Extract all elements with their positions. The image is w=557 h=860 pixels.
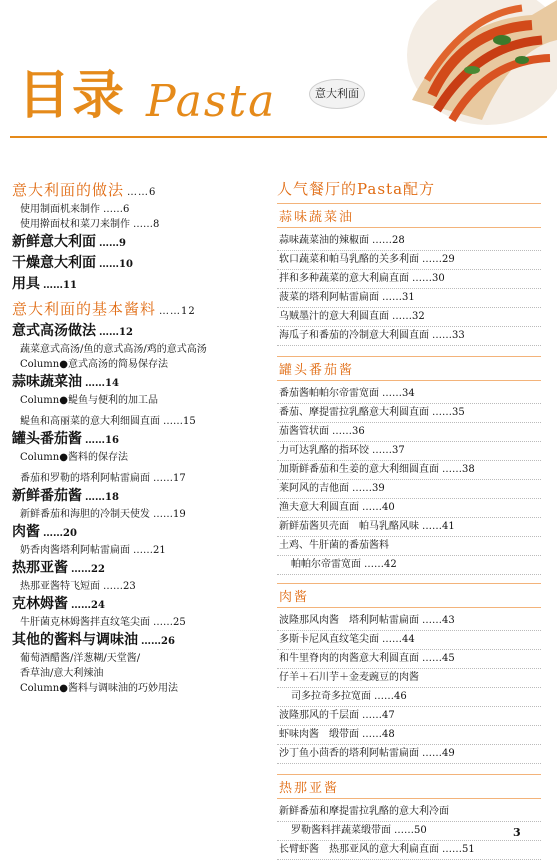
recipe-entry[interactable] xyxy=(277,669,541,688)
toc-entry-title: 新鲜番茄和海胆的冷制天使发 xyxy=(20,509,150,520)
recipe-title: 番茄、摩提雷拉乳酪意大利圆直面 xyxy=(279,407,429,418)
toc-entry[interactable] xyxy=(12,522,272,543)
recipe-page: ……49 xyxy=(422,748,455,759)
recipe-title: 拌和多种蔬菜的意大利扁直面 xyxy=(279,273,409,284)
recipe-section xyxy=(277,203,547,346)
toc-entry[interactable] xyxy=(12,486,272,507)
recipe-page: ……33 xyxy=(432,330,465,341)
toc-entry-title: 香草油/意大利辣油 xyxy=(20,668,104,679)
toc-entry-page: ……20 xyxy=(43,528,77,539)
toc-entry[interactable] xyxy=(12,507,272,522)
toc-entry-title: 肉酱 xyxy=(12,524,40,540)
toc-entry-title: 鳀鱼和高丽菜的意大利细圆直面 xyxy=(20,416,160,427)
toc-entry-page: ……6 xyxy=(127,187,157,198)
toc-entry[interactable] xyxy=(12,372,272,393)
section-heading: 罐头番茄酱 xyxy=(277,356,541,381)
recipe-page: ……45 xyxy=(422,653,455,664)
recipe-page: ……46 xyxy=(374,691,407,702)
toc-entry[interactable] xyxy=(12,357,272,372)
toc-entry-title: 干燥意大利面 xyxy=(12,255,96,271)
recipe-entry[interactable] xyxy=(277,480,541,499)
toc-entry[interactable] xyxy=(12,594,272,615)
section-heading: 肉酱 xyxy=(277,583,541,608)
toc-entry-title: 蔬菜意式高汤/鱼的意式高汤/鸡的意式高汤 xyxy=(20,344,207,355)
recipe-entry[interactable] xyxy=(277,841,541,860)
toc-entry-title: 意式高汤做法 xyxy=(12,323,96,339)
recipe-title: 土鸡、牛肝菌的番茄酱料 xyxy=(279,540,389,551)
toc-entry-title: 牛肝菌克林姆酱拌直纹笔尖面 xyxy=(20,617,150,628)
recipe-entry[interactable] xyxy=(277,461,541,480)
toc-entry-title: Column●酱料的保存法 xyxy=(20,452,128,463)
recipe-title: 多斯卡尼风直纹笔尖面 xyxy=(279,634,379,645)
toc-entry-page: ……11 xyxy=(43,280,77,291)
toc-entry-page: ……19 xyxy=(153,509,186,520)
toc-entry-page: ……6 xyxy=(103,204,130,215)
toc-entry-page: ……10 xyxy=(99,259,133,270)
page-number: 3 xyxy=(513,826,521,839)
section-heading: 蒜味蔬菜油 xyxy=(277,203,541,228)
recipe-entry[interactable] xyxy=(277,327,541,346)
recipe-entry[interactable] xyxy=(277,688,541,707)
recipe-title: 乌贼墨汁的意大利圆直面 xyxy=(279,311,389,322)
recipe-title: 波隆那风肉酱 塔利阿帖雷扁面 xyxy=(279,615,419,626)
toc-entry[interactable] xyxy=(12,450,272,465)
recipe-page: ……39 xyxy=(352,483,385,494)
toc-entry[interactable] xyxy=(12,429,272,450)
toc-entry-page: ……17 xyxy=(153,473,186,484)
recipe-title: 司多拉奇多拉宽面 xyxy=(291,691,371,702)
toc-entry-title: 用具 xyxy=(12,276,40,292)
recipe-entry[interactable] xyxy=(277,251,541,270)
recipe-entry[interactable] xyxy=(277,745,541,764)
recipe-title: 帕帕尔帝雷宽面 xyxy=(291,559,361,570)
toc-entry-page: ……25 xyxy=(153,617,186,628)
recipe-title: 莱阿风的吉他面 xyxy=(279,483,349,494)
recipe-entry[interactable] xyxy=(277,822,541,841)
recipe-page: ……51 xyxy=(442,844,475,855)
recipe-title: 番茄酱帕帕尔帝雷宽面 xyxy=(279,388,379,399)
toc-entry-page: ……22 xyxy=(71,564,105,575)
toc-entry-title: 意大利面的基本酱料 xyxy=(12,300,157,318)
page-title-en: Pasta xyxy=(146,76,277,127)
header xyxy=(0,0,557,150)
recipe-entry[interactable] xyxy=(277,404,541,423)
toc-left-column xyxy=(12,178,272,696)
toc-entry-title: Column●酱料与调味油的巧妙用法 xyxy=(20,683,178,694)
recipe-entry[interactable] xyxy=(277,537,541,556)
recipe-title: 新鲜番茄和摩提雷拉乳酪的意大利冷面 xyxy=(279,806,449,817)
toc-entry-page: ……24 xyxy=(71,600,105,611)
recipe-section xyxy=(277,774,547,860)
recipe-entry[interactable] xyxy=(277,385,541,404)
toc-entry-title: 热那亚酱特飞短面 xyxy=(20,581,100,592)
recipe-title: 加斯鲜番茄和生姜的意大利细圆直面 xyxy=(279,464,439,475)
recipe-entry[interactable] xyxy=(277,232,541,251)
toc-entry[interactable] xyxy=(12,232,272,253)
recipe-entry[interactable] xyxy=(277,289,541,308)
toc-entry-page: ……16 xyxy=(85,435,119,446)
recipe-entry[interactable] xyxy=(277,423,541,442)
recipe-title: 蒜味蔬菜油的辣椒面 xyxy=(279,235,369,246)
recipe-title: 软口蔬菜和帕马乳酪的关多利面 xyxy=(279,254,419,265)
recipe-title: 罗勒酱料拌蔬菜缎带面 xyxy=(291,825,391,836)
recipe-entry[interactable] xyxy=(277,270,541,289)
toc-entry[interactable] xyxy=(12,178,272,202)
toc-entry-page: ……9 xyxy=(99,238,126,249)
toc-entry-title: 克林姆酱 xyxy=(12,596,68,612)
recipe-entry[interactable] xyxy=(277,707,541,726)
toc-entry[interactable] xyxy=(12,202,272,217)
recipe-page: ……44 xyxy=(382,634,415,645)
toc-entry[interactable] xyxy=(12,253,272,274)
recipe-section xyxy=(277,583,547,764)
recipe-entry[interactable] xyxy=(277,650,541,669)
toc-entry-title: 新鲜番茄酱 xyxy=(12,488,82,504)
recipe-title: 仔羊＋石川芋＋金麦豌豆的肉酱 xyxy=(279,672,419,683)
title-divider xyxy=(10,136,547,138)
toc-entry-title: 罐头番茄酱 xyxy=(12,431,82,447)
recipe-title: 渔夫意大利圆直面 xyxy=(279,502,359,513)
toc-entry-page: ……15 xyxy=(163,416,196,427)
recipe-page: ……47 xyxy=(362,710,395,721)
category-badge: 意大利面 xyxy=(309,79,365,109)
recipe-page: ……50 xyxy=(394,825,427,836)
recipe-entry[interactable] xyxy=(277,556,541,575)
toc-entry-title: Column●鳀鱼与便利的加工品 xyxy=(20,395,158,406)
toc-entry-title: 意大利面的做法 xyxy=(12,181,125,199)
toc-entry-page: ……14 xyxy=(85,378,119,389)
toc-entry-page: ……8 xyxy=(133,219,160,230)
recipes-heading: 人气餐厅的Pasta配方 xyxy=(277,180,436,198)
toc-right-column xyxy=(277,178,547,860)
toc-entry[interactable] xyxy=(12,666,272,681)
toc-entry-page: ……12 xyxy=(159,306,196,317)
recipe-page: ……31 xyxy=(382,292,415,303)
recipe-page: ……38 xyxy=(442,464,475,475)
recipe-title: 力可达乳酪的指环饺 xyxy=(279,445,369,456)
recipe-entry[interactable] xyxy=(277,631,541,650)
recipe-page: ……48 xyxy=(362,729,395,740)
recipe-entry[interactable] xyxy=(277,612,541,631)
toc-entry-page: ……23 xyxy=(103,581,136,592)
toc-entry[interactable] xyxy=(12,217,272,232)
page-title-cn: 目录 xyxy=(18,66,127,126)
recipe-page: ……41 xyxy=(422,521,455,532)
recipe-title: 波隆那风的千层面 xyxy=(279,710,359,721)
recipe-page: ……37 xyxy=(372,445,405,456)
pasta-dish-photo xyxy=(392,0,557,135)
toc-entry-title: 番茄和罗勒的塔利阿帖雷扁面 xyxy=(20,473,150,484)
recipe-page: ……32 xyxy=(392,311,425,322)
recipe-title: 菠菜的塔利阿帖雷扁面 xyxy=(279,292,379,303)
toc-entry[interactable] xyxy=(12,579,272,594)
toc-entry[interactable] xyxy=(12,342,272,357)
recipe-entry[interactable] xyxy=(277,499,541,518)
toc-entry[interactable] xyxy=(12,274,272,295)
toc-entry[interactable] xyxy=(12,630,272,651)
toc-entry-title: Column●意式高汤的简易保存法 xyxy=(20,359,168,370)
recipe-page: ……36 xyxy=(332,426,365,437)
toc-entry[interactable] xyxy=(12,471,272,486)
recipe-title: 和牛里脊肉的肉酱意大利圆直面 xyxy=(279,653,419,664)
toc-entry-page: ……26 xyxy=(141,636,175,647)
recipe-title: 长臂虾酱 热那亚风的意大利扁直面 xyxy=(279,844,439,855)
recipe-page: ……28 xyxy=(372,235,405,246)
toc-entry-page: ……18 xyxy=(85,492,119,503)
recipe-title: 茄酱管状面 xyxy=(279,426,329,437)
recipe-title: 虾味肉酱 缎带面 xyxy=(279,729,359,740)
recipe-section xyxy=(277,356,547,575)
toc-entry-title: 新鲜意大利面 xyxy=(12,234,96,250)
toc-entry[interactable] xyxy=(12,321,272,342)
recipe-title: 海瓜子和番茄的冷制意大利圆直面 xyxy=(279,330,429,341)
toc-entry[interactable] xyxy=(12,615,272,630)
recipe-entry[interactable] xyxy=(277,518,541,537)
recipe-page: ……35 xyxy=(432,407,465,418)
toc-entry-page: ……21 xyxy=(133,545,166,556)
recipe-entry[interactable] xyxy=(277,308,541,327)
recipe-page: ……29 xyxy=(422,254,455,265)
toc-entry[interactable] xyxy=(12,558,272,579)
recipe-entry[interactable] xyxy=(277,803,541,822)
toc-entry-title: 热那亚酱 xyxy=(12,560,68,576)
recipe-page: ……43 xyxy=(422,615,455,626)
recipe-page: ……40 xyxy=(362,502,395,513)
toc-entry-title: 使用制面机来制作 xyxy=(20,204,100,215)
recipe-entry[interactable] xyxy=(277,442,541,461)
toc-entry[interactable] xyxy=(12,681,272,696)
recipe-title: 沙丁鱼小茴香的塔利阿帖雷扁面 xyxy=(279,748,419,759)
toc-entry[interactable] xyxy=(12,297,272,321)
toc-entry-title: 使用擀面杖和菜刀来制作 xyxy=(20,219,130,230)
section-heading: 热那亚酱 xyxy=(277,774,541,799)
recipe-title: 新鲜茄酱贝壳面 帕马乳酪风味 xyxy=(279,521,419,532)
toc-entry[interactable] xyxy=(12,543,272,558)
toc-entry[interactable] xyxy=(12,414,272,429)
toc-entry-title: 葡萄酒醋酱/洋葱糊/天堂酱/ xyxy=(20,653,141,664)
toc-entry[interactable] xyxy=(12,651,272,666)
toc-entry[interactable] xyxy=(12,393,272,408)
recipe-page: ……34 xyxy=(382,388,415,399)
recipe-entry[interactable] xyxy=(277,726,541,745)
recipe-page: ……42 xyxy=(364,559,397,570)
toc-entry-title: 蒜味蔬菜油 xyxy=(12,374,82,390)
recipe-page: ……30 xyxy=(412,273,445,284)
toc-entry-page: ……12 xyxy=(99,327,133,338)
toc-entry-title: 其他的酱料与调味油 xyxy=(12,632,138,648)
toc-entry-title: 奶香肉酱塔利阿帖雷扁面 xyxy=(20,545,130,556)
